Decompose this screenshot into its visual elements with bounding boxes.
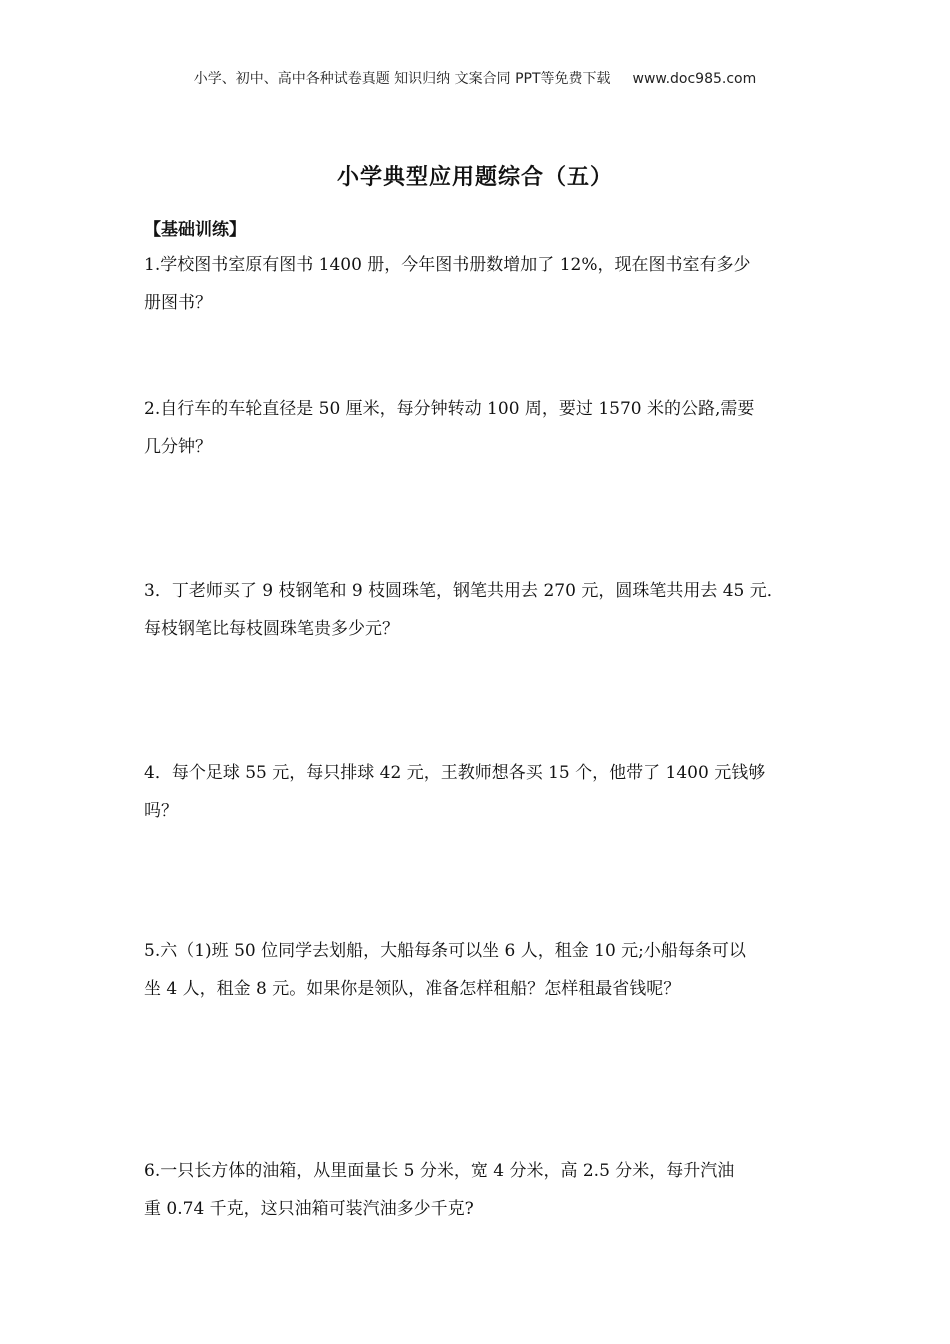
question-line: 6.一只长方体的油箱，从里面量长 5 分米，宽 4 分米，高 2.5 分米，每升汽油: [144, 1161, 735, 1181]
question-3: [144, 572, 824, 648]
question-2: [144, 390, 824, 466]
question-line: 每枝钢笔比每枝圆珠笔贵多少元？: [144, 619, 399, 639]
section-heading: 【基础训练】: [144, 220, 246, 240]
question-line: 重 0.74 千克，这只油箱可装汽油多少千克?: [144, 1199, 474, 1219]
question-4: [144, 754, 824, 830]
document-title: 小学典型应用题综合（五）: [336, 165, 613, 190]
page-header-banner: [0, 68, 950, 88]
question-line: 5.六（1)班 50 位同学去划船，大船每条可以坐 6 人，租金 10 元;小船每条可以: [144, 941, 746, 961]
question-line: 2.自行车的车轮直径是 50 厘米，每分钟转动 100 周，要过 1570 米的公路,需要: [144, 399, 755, 419]
question-line: 3．丁老师买了 9 枝钢笔和 9 枝圆珠笔，钢笔共用去 270 元，圆珠笔共用去 45 元．: [144, 581, 784, 601]
question-5: [144, 932, 824, 1008]
question-line: 册图书？: [144, 293, 212, 313]
question-6: [144, 1152, 824, 1228]
question-line: 坐 4 人，租金 8 元。如果你是领队，准备怎样租船？怎样租最省钱呢？: [144, 979, 681, 999]
question-line: 4．每个足球 55 元，每只排球 42 元，王教师想各买 15 个，他带了 1400 元钱够: [144, 763, 766, 783]
header-banner-text: 小学、初中、高中各种试卷真题 知识归纳 文案合同 PPT等免费下载: [193, 71, 611, 87]
question-1: [144, 246, 824, 322]
question-line: 1.学校图书室原有图书 1400 册，今年图书册数增加了 12%，现在图书室有多少: [144, 255, 751, 275]
header-site-link[interactable]: www.doc985.com: [632, 71, 757, 87]
question-line: 几分钟？: [144, 437, 212, 457]
question-line: 吗？: [144, 801, 178, 821]
